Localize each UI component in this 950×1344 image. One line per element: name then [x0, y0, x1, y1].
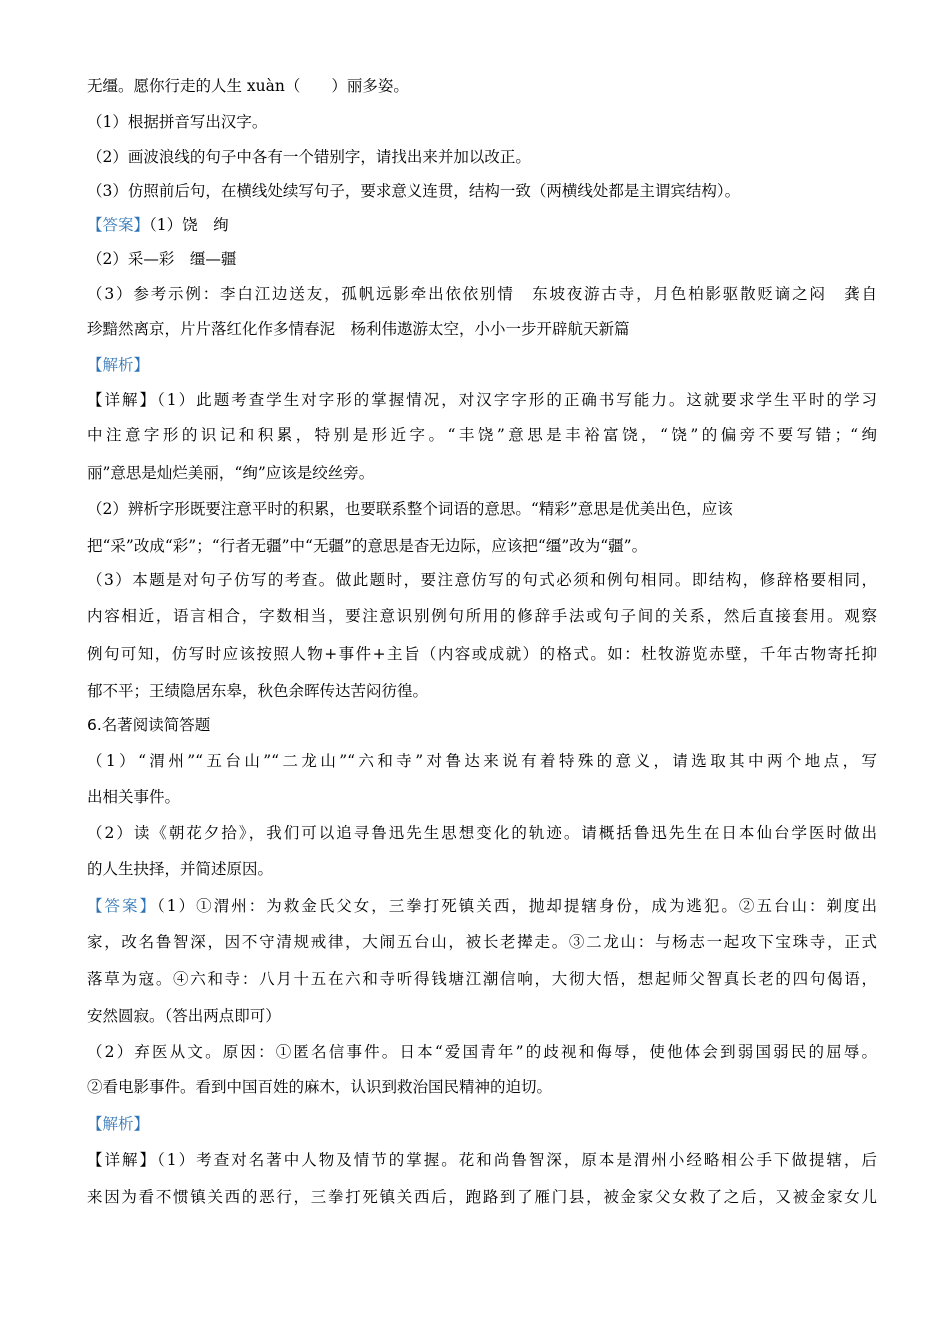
answer-tag: 【答案】	[87, 216, 150, 234]
analysis-tag: 【解析】	[87, 1115, 150, 1133]
text-line: 安然圆寂。（答出两点即可）	[87, 1007, 281, 1025]
detail-tag: 【详解】	[87, 1151, 158, 1169]
text-line: （1）考查对名著中人物及情节的掌握。花和尚鲁智深，原本是渭州小经略相公手下做提辖，后	[157, 1151, 877, 1169]
detail-tag: 【详解】	[87, 391, 158, 409]
text-line: （3）参考示例：李白江边送友，孤帆远影牵出依依别情 东坡夜游古寺，月色柏影驱散贬谪之闷 龚自	[87, 285, 877, 303]
text-line: 内容相近，语言相合，字数相当，要注意识别例句所用的修辞手法或句子间的关系，然后直接套用。观察	[87, 607, 877, 625]
question-number: 6.	[87, 716, 102, 734]
text-line: 来因为看不惯镇关西的恶行，三拳打死镇关西后，跑路到了雁门县，被金家父女救了之后，又被金家女儿	[87, 1188, 877, 1206]
text-line: （2）采—彩 缰—疆	[87, 250, 237, 268]
text-line: 家，改名鲁智深，因不守清规戒律，大闹五台山，被长老撵走。③二龙山：与杨志一起攻下宝珠寺，正式	[87, 933, 877, 951]
text-line: （3）本题是对句子仿写的考查。做此题时，要注意仿写的句式必须和例句相同。即结构，修辞格要相同，	[87, 571, 877, 589]
text-line: （1）①渭州：为救金氏父女，三拳打死镇关西，抛却提辖身份，成为逃犯。②五台山：剃度出	[157, 897, 877, 915]
text-line: （2）画波浪线的句子中各有一个错别字，请找出来并加以改正。	[87, 148, 531, 166]
text-line: 的人生抉择，并简述原因。	[87, 860, 274, 878]
text-line: （2）辨析字形既要注意平时的积累，也要联系整个词语的意思。“精彩”意思是优美出色，应该	[87, 500, 733, 518]
detail-line	[87, 389, 877, 411]
text-line: （1）根据拼音写出汉字。	[87, 113, 268, 131]
question-title: 名著阅读简答题	[101, 716, 211, 734]
detail-line	[87, 1149, 877, 1171]
answer-line	[87, 895, 877, 917]
text-line: 中注意字形的识记和积累，特别是形近字。“丰饶”意思是丰裕富饶，“饶”的偏旁不要写错；“绚	[87, 426, 877, 444]
text-line: 珍黯然离京，片片落红化作多情春泥 杨利伟遨游太空，小小一步开辟航天新篇	[87, 320, 630, 338]
text-line: ②看电影事件。看到中国百姓的麻木，认识到救治国民精神的迫切。	[87, 1078, 553, 1096]
text-line: （2）弃医从文。原因：①匿名信事件。日本“爱国青年”的歧视和侮辱，使他体会到弱国弱民的屈辱。	[87, 1043, 877, 1061]
text-line: 落草为寇。④六和寺：八月十五在六和寺听得钱塘江潮信响，大彻大悟，想起师父智真长老的四句偈语，	[87, 970, 877, 988]
text-line: 无缰。愿你行走的人生 xuàn（ ）丽多姿。	[87, 77, 409, 95]
text-line: 出相关事件。	[87, 788, 181, 806]
text-line: （1）此题考查学生对字形的掌握情况，对汉字字形的正确书写能力。这就要求学生平时的学习	[157, 391, 877, 409]
text-line: （1）饶 绚	[149, 216, 229, 234]
question-heading	[87, 714, 877, 736]
answer-line	[87, 214, 877, 236]
text-line: 郁不平；王绩隐居东皋，秋色余晖传达苦闷彷徨。	[87, 682, 429, 700]
text-line: 丽”意思是灿烂美丽，“绚”应该是绞丝旁。	[87, 464, 375, 482]
text-line: （1）“渭州”“五台山”“二龙山”“六和寺”对鲁达来说有着特殊的意义，请选取其中两个地点，写	[87, 752, 877, 770]
text-line: 例句可知，仿写时应该按照人物+事件+主旨（内容或成就）的格式。如：杜牧游览赤壁，千年古物寄托抑	[87, 645, 877, 663]
text-line: （3）仿照前后句，在横线处续写句子，要求意义连贯，结构一致（两横线处都是主谓宾结构）。	[87, 182, 741, 200]
text-line: 把“采”改成“彩”；“行者无疆”中“无疆”的意思是杳无边际，应该把“缰”改为“疆”。	[87, 537, 648, 555]
text-line: （2）读《朝花夕拾》，我们可以追寻鲁迅先生思想变化的轨迹。请概括鲁迅先生在日本仙台学医时做出	[87, 824, 877, 842]
answer-tag: 【答案】	[87, 897, 158, 915]
analysis-tag: 【解析】	[87, 356, 150, 374]
